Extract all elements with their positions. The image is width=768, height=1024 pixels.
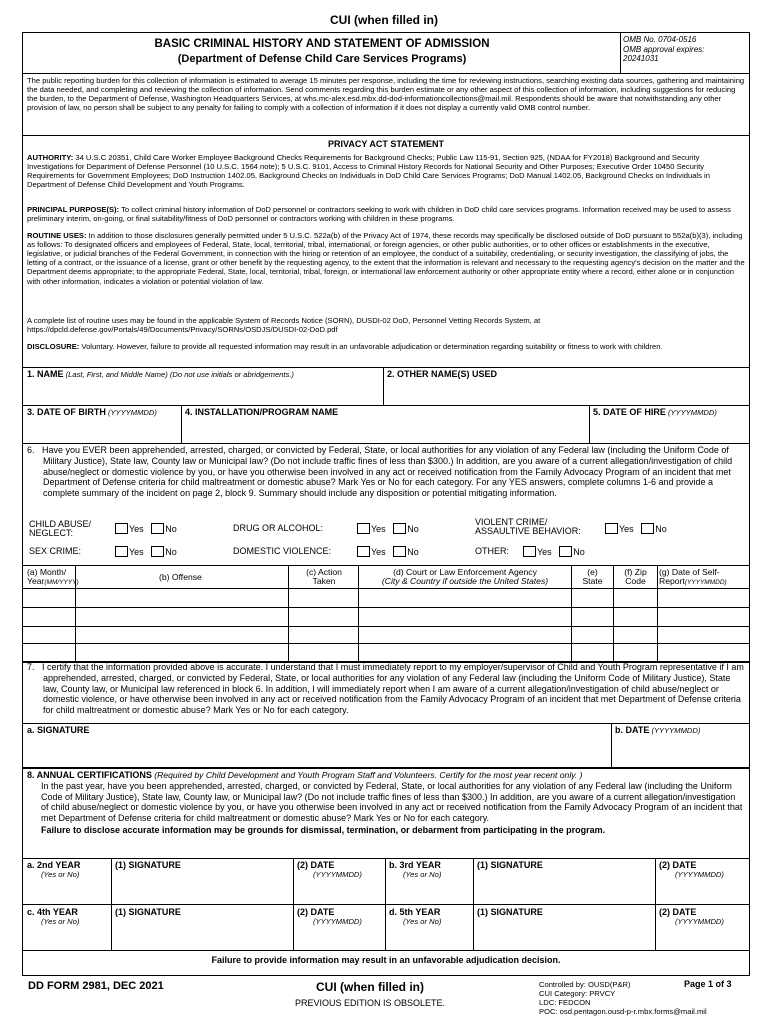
- hire-date-label: 5. DATE OF HIRE (YYYYMMDD): [593, 407, 717, 417]
- domestic-violence-options: Yes No: [357, 546, 419, 558]
- omb-expires: 20241031: [623, 54, 659, 64]
- other-options: Yes No: [523, 546, 585, 558]
- year3-signature-label: (1) SIGNATURE: [477, 860, 543, 870]
- form-title: BASIC CRIMINAL HISTORY AND STATEMENT OF ADMISSION: [154, 38, 490, 50]
- year2-label: a. 2nd YEAR (Yes or No): [27, 860, 81, 879]
- disclosure-paragraph: [27, 342, 745, 351]
- burden-statement: The public reporting burden for this collection of information is estimated to average 15 minutes per response, including the time for reviewing instructions, searching existing data sources, gathering and maintaining the data needed, and completing and reviewing the collection of information. Send comments regarding this burden estimate or any other aspect of this collection of information, including suggestions for reducing the burden, to the Department of Defense, Washington Headquarters Services, at whs.mc-alex.esd.mbx.dd-dod-informationcollections@mail.mil. Respondents should be aware that notwithstanding any other provision of law, no person shall be subject to any penalty for failing to comply with a collection of information if it does not display a currently valid OMB control number.: [27, 76, 745, 113]
- q7-date-field[interactable]: [613, 737, 749, 765]
- form-frame: [22, 32, 750, 976]
- year2-date-field[interactable]: [295, 883, 383, 902]
- obsolete-notice: PREVIOUS EDITION IS OBSOLETE.: [294, 998, 446, 1008]
- table-row[interactable]: [24, 589, 750, 607]
- year4-date-field[interactable]: [295, 929, 383, 948]
- year5-signature-label: (1) SIGNATURE: [477, 907, 543, 917]
- q7-date-label: b. DATE (YYYYMMDD): [615, 725, 701, 735]
- drug-label: DRUG OR ALCOHOL:: [233, 523, 324, 533]
- child-abuse-yes-checkbox[interactable]: [115, 523, 128, 534]
- col-zip: (f) Zip Code: [624, 567, 647, 587]
- year5-signature-field[interactable]: [475, 919, 653, 948]
- name-label: 1. NAME (Last, First, and Middle Name) (Do not use initials or abridgements.): [27, 369, 294, 379]
- q7-signature-label: a. SIGNATURE: [27, 725, 90, 735]
- privacy-heading: PRIVACY ACT STATEMENT: [327, 139, 444, 149]
- child-abuse-label: CHILD ABUSE/ NEGLECT:: [29, 519, 92, 539]
- col-offense: (b) Offense: [159, 572, 202, 582]
- table-row[interactable]: [24, 608, 750, 626]
- col-court: (d) Court or Law Enforcement Agency (City & Country if outside the United States): [381, 567, 549, 587]
- omb-number: OMB No. 0704-0516: [623, 35, 697, 44]
- q6-text: 6. Have you EVER been apprehended, arrested, charged, or convicted by Federal, State, or local authorities for any violation of any Federal law (including the Uniform Code of Military Justice), State law, County law or Municipal law? (Do not include traffic fines of less than $300.) In addition, are you aware of a current allegation/investigation of child abuse/neglect or domestic violence by you, or have you otherwise been involved in any act or received notification from the Family Advocacy Program of an incident that met Department of Defense criteria for child maltreatment or domestic abuse? Mark Yes or No for each category. For any YES answers, complete columns 1-6 and provide a complete summary of the incident on page 2, block 9. Summary should include any disposition or potential mitigating information.: [27, 445, 733, 499]
- year4-answer[interactable]: [25, 929, 109, 948]
- installation-label: 4. INSTALLATION/PROGRAM NAME: [185, 407, 339, 417]
- routine-label: ROUTINE USES:: [27, 231, 87, 240]
- routine-text: In addition to those disclosures generally permitted under 5 U.S.C. 522a(b) of the Privacy Act of 1974, these records may specifically be disclosed outside of DoD pursuant to 552a(b)(3), including as follows: To designated officers and employees of Federal, State, local, territorial, tribal, international, or foreign agencies, or other public authorities, or to other offices or establishments in the executive, legislative, or judicial branches of the Federal Government, in connection with the hiring or retention of an employee, the conduct of a suitability, credentialing, or security investigation, the classifying of jobs, the letting of a contract, or the issuance of a license, grant or other benefit by the requesting agency, to the extent that the information is relevant and necessary to the requesting agency's decision on the matter and the Department deems appropriate; to the appropriate Federal, State, local, territorial, tribal, foreign, or international law enforcement authority or other appropriate entity where a record, either alone or in conjunction with other information, indicates a violation or potential violation of law.: [27, 231, 745, 286]
- year5-answer[interactable]: [387, 929, 471, 948]
- name-input[interactable]: [25, 381, 381, 403]
- disclosure-text: Voluntary. However, failure to provide all requested information may result in an unfavorable adjudication or determination regarding suitability or fitness to work with children.: [79, 342, 663, 351]
- authority-paragraph: [27, 153, 745, 189]
- col-state: (e) State: [582, 567, 603, 587]
- other-no-checkbox[interactable]: [559, 546, 572, 557]
- year3-answer[interactable]: [387, 883, 471, 902]
- page-number: Page 1 of 3: [684, 979, 732, 989]
- installation-input[interactable]: [183, 419, 587, 441]
- dob-label: 3. DATE OF BIRTH (YYYYMMDD): [27, 407, 157, 417]
- dob-input[interactable]: [25, 419, 179, 441]
- year4-signature-field[interactable]: [113, 919, 291, 948]
- disclosure-label: DISCLOSURE:: [27, 342, 80, 351]
- other-names-input[interactable]: [385, 381, 749, 403]
- year4-label: c. 4th YEAR (Yes or No): [27, 907, 80, 926]
- table-row[interactable]: [24, 644, 750, 660]
- control-info: Controlled by: OUSD(P&R) CUI Category: PRVCY LDC: FEDCON POC: osd.pentagon.ousd-p-r.mbx.forms@mail.mil: [539, 980, 707, 1017]
- year5-date-field[interactable]: [657, 929, 749, 948]
- cui-header: CUI (when filled in): [330, 13, 438, 27]
- routine-paragraph: [27, 231, 745, 286]
- year2-date-label: (2) DATE (YYYYMMDD): [297, 860, 362, 879]
- col-month-year: (a) Month/ Year(MM/YYYY): [27, 567, 79, 587]
- purpose-label: PRINCIPAL PURPOSE(S):: [27, 205, 120, 214]
- sex-crime-options: Yes No: [115, 546, 177, 558]
- sex-crime-no-checkbox[interactable]: [151, 546, 164, 557]
- violent-crime-label: VIOLENT CRIME/ ASSAULTIVE BEHAVIOR:: [475, 517, 581, 537]
- q8-warning: Failure to disclose accurate information may be grounds for dismissal, termination, or debarment from participating in the program.: [41, 824, 606, 835]
- col-self-report: (g) Date of Self- Report(YYYYMMDD): [659, 567, 727, 587]
- child-abuse-options: Yes No: [115, 523, 177, 535]
- child-abuse-no-checkbox[interactable]: [151, 523, 164, 534]
- hire-date-input[interactable]: [591, 419, 749, 441]
- bottom-notice: Failure to provide information may result in an unfavorable adjudication decision.: [211, 955, 561, 965]
- year2-answer[interactable]: [25, 883, 109, 902]
- domestic-violence-yes-checkbox[interactable]: [357, 546, 370, 557]
- year5-date-label: (2) DATE (YYYYMMDD): [659, 907, 724, 926]
- violent-crime-no-checkbox[interactable]: [641, 523, 654, 534]
- domestic-violence-no-checkbox[interactable]: [393, 546, 406, 557]
- form-number: DD FORM 2981, DEC 2021: [28, 980, 164, 992]
- table-row[interactable]: [24, 627, 750, 643]
- sex-crime-label: SEX CRIME:: [29, 546, 82, 556]
- year3-date-label: (2) DATE (YYYYMMDD): [659, 860, 724, 879]
- purpose-paragraph: [27, 205, 745, 223]
- violent-crime-yes-checkbox[interactable]: [605, 523, 618, 534]
- q8-text: 8. ANNUAL CERTIFICATIONS (Required by Child Development and Youth Program Staff and Volunteers. Certify for the most year recent only. ) In the past year, have you been apprehended, arrested, charged, or convicted by Federal, State, or local authorities for any violation of any Federal law (including the Uniform Code of Military Justice), State law, County law, or Municipal law? (Do not include traffic fines of less than $300.) In addition, are you aware of a current allegation/investigation of child abuse/neglect or domestic violence by you, or have you otherwise been involved in any act or received notification from the Family Advocacy Program of an incident that met Department of Defense criteria for child maltreatment or domestic abuse? Mark Yes or No for each category. Failure to disclose accurate information may be grounds for dismissal, termination, or debarment from participating in the program.: [27, 770, 745, 836]
- sex-crime-yes-checkbox[interactable]: [115, 546, 128, 557]
- year3-label: b. 3rd YEAR (Yes or No): [389, 860, 442, 879]
- authority-text: 34 U.S.C 20351, Child Care Worker Employee Background Checks Requirements for Background Checks; Public Law 115-91, Section 925, (NDAA for FY2018) Background and Security Investigations for Department of Defense Personnel (10 U.S.C. 1564 note); 5 U.S.C. 9101, Access to Criminal History Records for National Security and Other Purposes; Executive Order 10450 Security Requirements for Government Employees; DoD Instruction 1402.05, Background Checks on Individuals in DoD Child Care Services Programs; DoD Manual 1402.05, Background Checks on Individuals in Department of Defense Child Development and Youth Programs.: [27, 153, 710, 190]
- year4-signature-label: (1) SIGNATURE: [115, 907, 181, 917]
- domestic-violence-label: DOMESTIC VIOLENCE:: [233, 546, 332, 556]
- form-subtitle: (Department of Defense Child Care Services Programs): [177, 53, 467, 65]
- other-names-label: 2. OTHER NAME(S) USED: [387, 369, 498, 379]
- violent-crime-options: Yes No: [605, 523, 667, 535]
- year4-date-label: (2) DATE (YYYYMMDD): [297, 907, 362, 926]
- omb-block: [623, 35, 749, 64]
- col-action: (c) Action Taken: [306, 567, 342, 587]
- drug-no-checkbox[interactable]: [393, 523, 406, 534]
- purpose-text: To collect criminal history information of DoD personnel or contractors seeking to work with children in DoD child care services programs. Information received may be used to assess preliminary interim, on-going, or final suitability/fitness of DoD personnel or contractors working with children in these programs.: [27, 205, 731, 224]
- authority-label: AUTHORITY:: [27, 153, 74, 162]
- year5-label: d. 5th YEAR (Yes or No): [389, 907, 442, 926]
- year2-signature-field[interactable]: [113, 873, 291, 902]
- other-label: OTHER:: [475, 546, 510, 556]
- q7-text: 7. I certify that the information provided above is accurate. I understand that I must immediately report to my employer/supervisor of Child and Youth Program representative if I am apprehended, arrested, charged, or convicted by Federal, State, or local authorities for any violation of any Federal law (including the Uniform Code of Military Justice), State law, County law, or Municipal law referenced in block 6. In addition, I will immediately report when I am aware of a current allegation/investigation of child abuse/neglect or domestic violence, or have otherwise been involved in any act or received notification from the Family Advocacy Program of an incident that met Department of Defense criteria for child maltreatment or domestic abuse? Mark Yes or No for each category.: [27, 662, 744, 716]
- drug-yes-checkbox[interactable]: [357, 523, 370, 534]
- year2-signature-label: (1) SIGNATURE: [115, 860, 181, 870]
- other-yes-checkbox[interactable]: [523, 546, 536, 557]
- year3-signature-field[interactable]: [475, 873, 653, 902]
- drug-options: Yes No: [357, 523, 419, 535]
- q7-signature-field[interactable]: [25, 737, 609, 765]
- year3-date-field[interactable]: [657, 883, 749, 902]
- footer-cui: CUI (when filled in): [316, 980, 424, 994]
- omb-approval: OMB approval expires:: [623, 44, 705, 54]
- sorn-paragraph: A complete list of routine uses may be found in the applicable System of Records Notice (SORN), DUSDI-02 DoD, Personnel Vetting Records System, at https://dpcld.defense.gov/Portals/49/Documents/Privacy/SORNs/OSDJS/DUSDI-02-DoD.pdf: [27, 316, 541, 335]
